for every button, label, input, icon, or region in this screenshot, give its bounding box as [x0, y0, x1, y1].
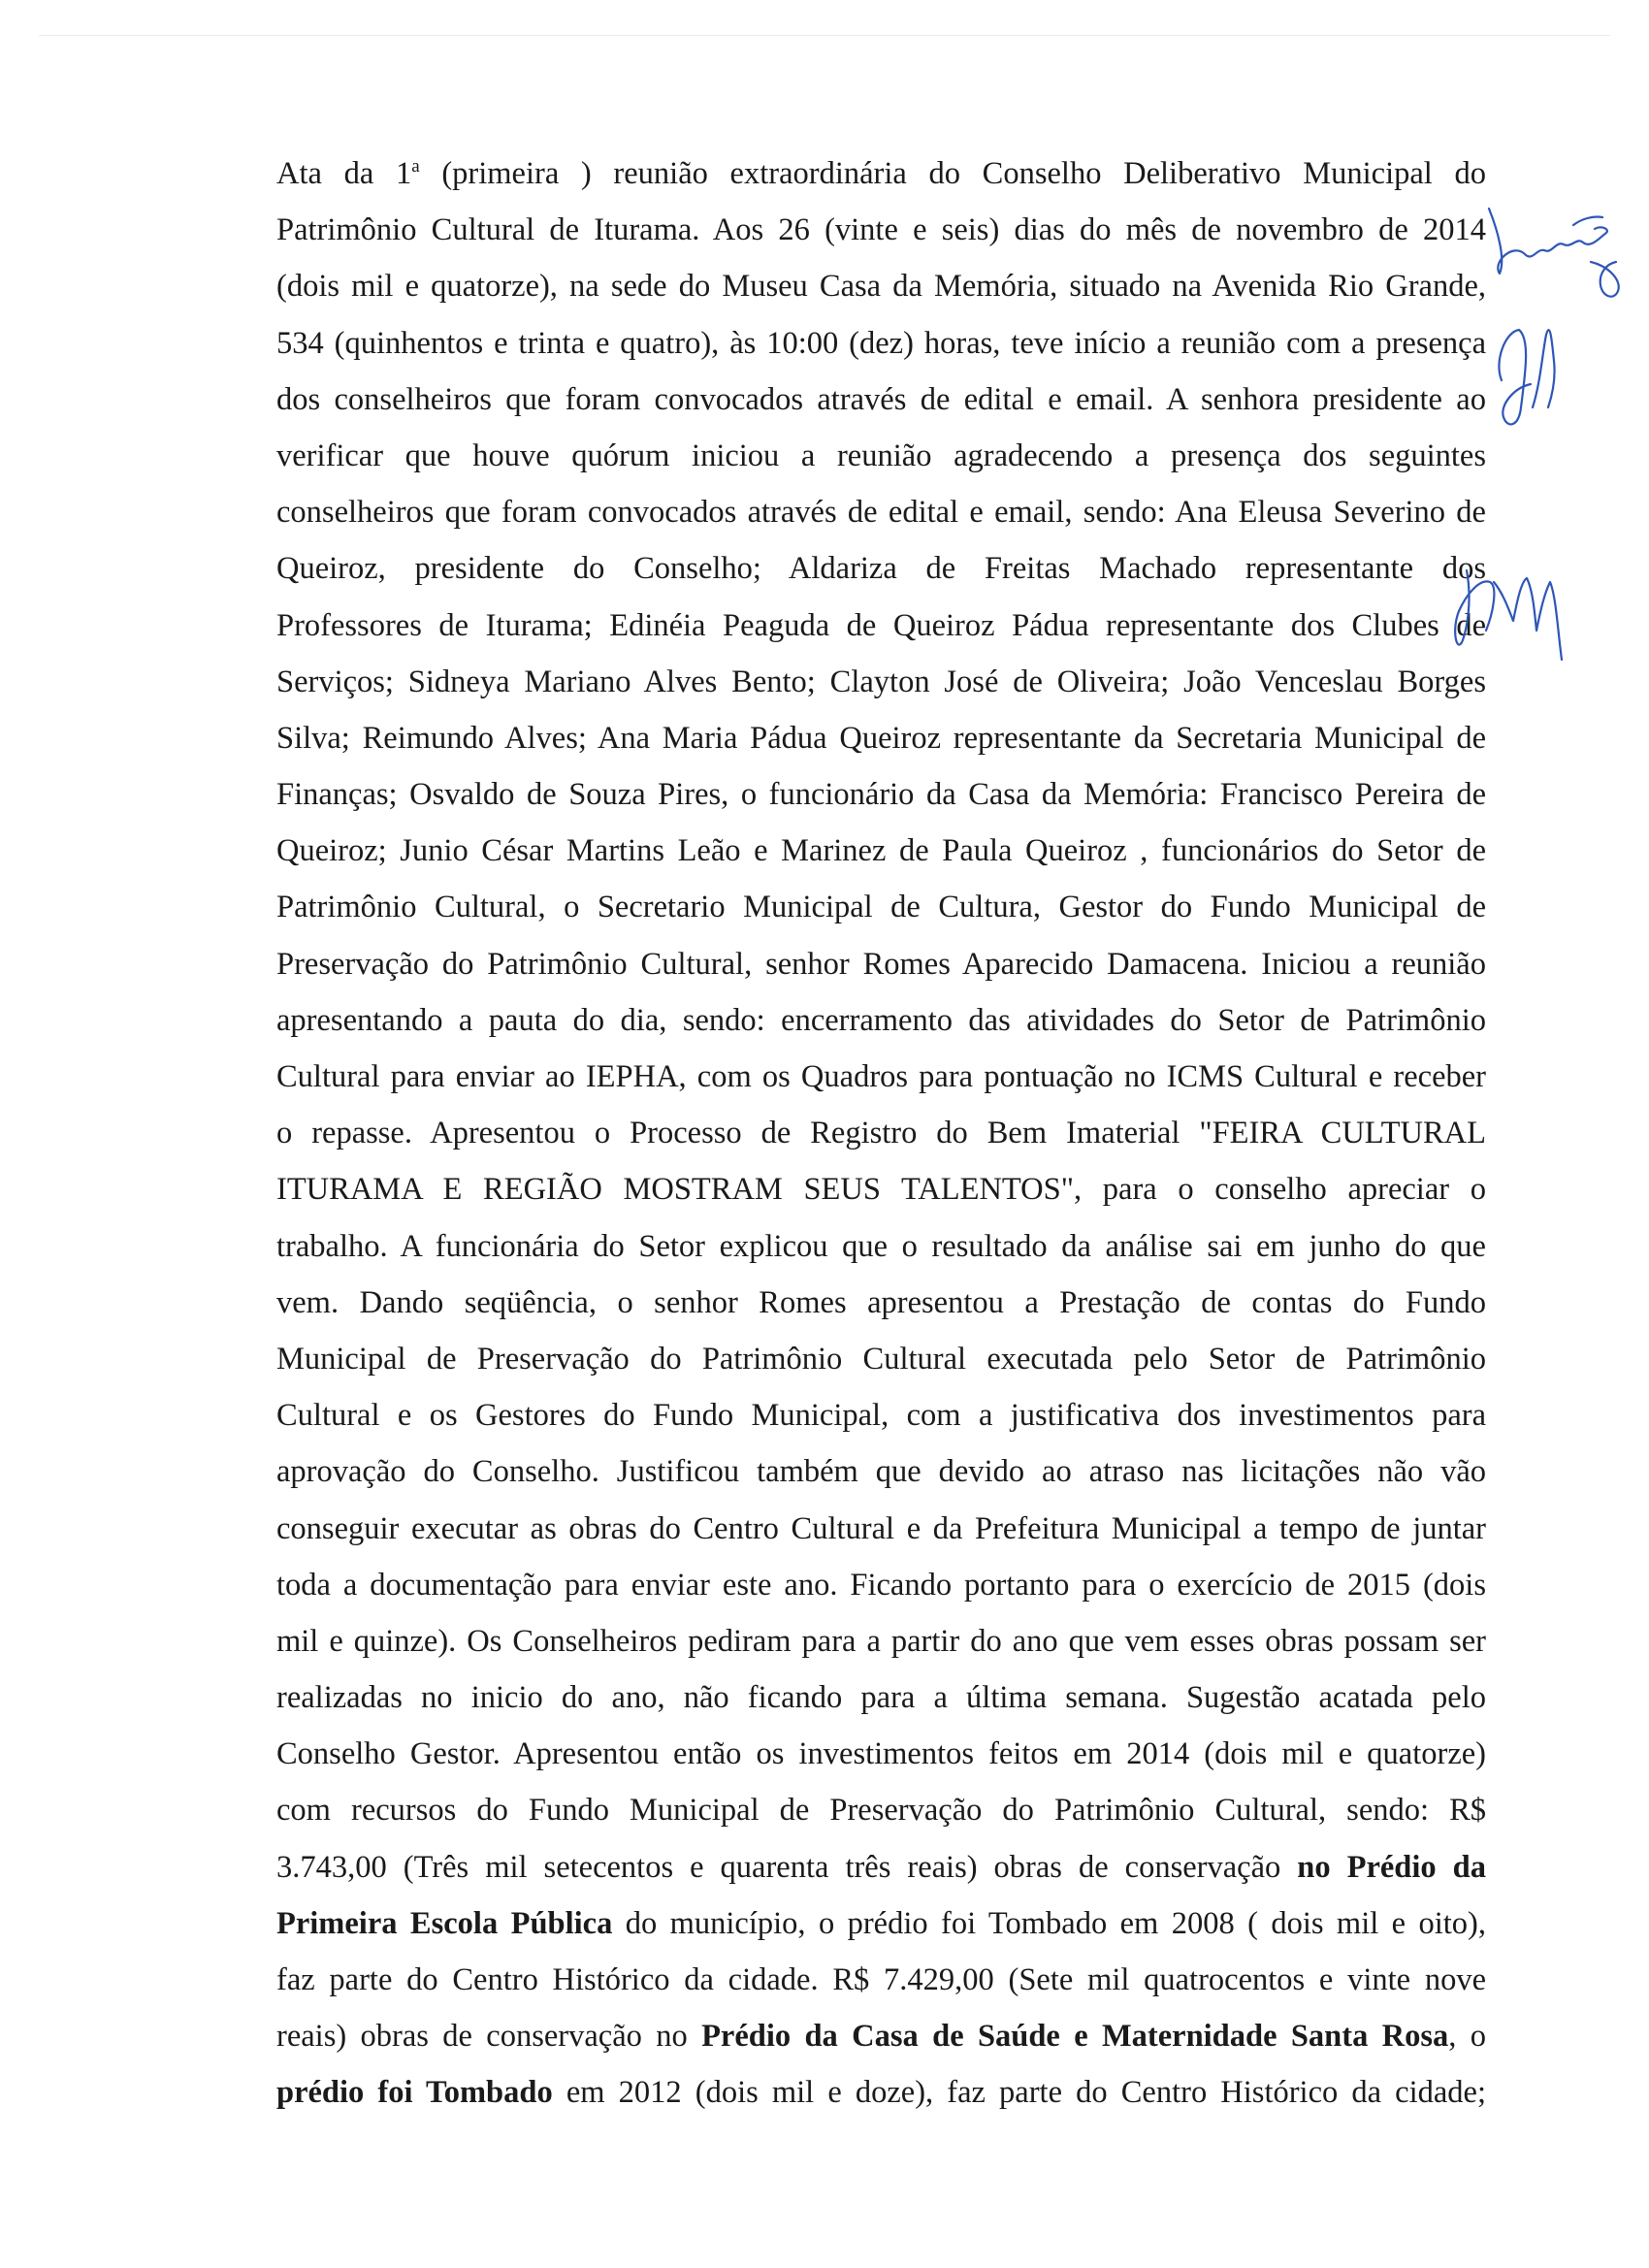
text-segment: 3.743,00 (Três mil setecentos e quarenta três reais) obras de conservação [276, 1849, 1298, 1885]
meeting-minutes-text [276, 146, 1486, 2122]
text-line [276, 2064, 1486, 2121]
text-line [276, 1895, 1486, 1952]
text-segment: Finanças; Osvaldo de Souza Pires, o funcionário da Casa da Memória: Francisco Pereira de [276, 777, 1486, 813]
text-line [276, 315, 1486, 372]
signature-initials-1 [1489, 209, 1619, 297]
text-line [276, 1613, 1486, 1669]
signature-stroke [1499, 330, 1531, 424]
page-edge [39, 35, 1610, 36]
text-segment: aprovação do Conselho. Justificou também que devido ao atraso nas licitações não vão [276, 1454, 1486, 1490]
bold-text: Prédio da Casa de Saúde e Maternidade Santa Rosa [701, 2019, 1449, 2055]
bold-text: prédio foi Tombado [276, 2075, 553, 2111]
text-line [276, 372, 1486, 428]
text-line [276, 710, 1486, 766]
text-line [276, 540, 1486, 597]
text-line [276, 1782, 1486, 1838]
text-segment: conselheiros que foram convocados através de edital e email, sendo: Ana Eleusa Severino de [276, 495, 1486, 531]
text-line [276, 1331, 1486, 1387]
text-line [276, 202, 1486, 258]
bold-text: Primeira Escola Pública [276, 1905, 613, 1941]
text-line [276, 879, 1486, 935]
text-line [276, 428, 1486, 484]
text-segment: Professores de Iturama; Edinéia Peaguda de Queiroz Pádua representante dos Clubes de [276, 607, 1486, 643]
text-line [276, 654, 1486, 710]
text-line [276, 1161, 1486, 1217]
text-line [276, 1726, 1486, 1782]
text-segment: do município, o prédio foi Tombado em 2008 ( dois mil e oito), [612, 1905, 1486, 1941]
text-segment: faz parte do Centro Histórico da cidade. R$ 7.429,00 (Sete mil quatrocentos e vinte nove [276, 1962, 1486, 1997]
text-line [276, 766, 1486, 823]
text-segment: 534 (quinhentos e trinta e quatro), às 10:00 (dez) horas, teve início a reunião com a presença [276, 325, 1486, 361]
text-line [276, 146, 1486, 202]
text-line [276, 1669, 1486, 1726]
text-segment: conseguir executar as obras do Centro Cultural e da Prefeitura Municipal a tempo de juntar [276, 1510, 1486, 1546]
text-line [276, 1501, 1486, 1557]
text-segment: Cultural para enviar ao IEPHA, com os Quadros para pontuação no ICMS Cultural e receber [276, 1059, 1486, 1094]
text-segment: o repasse. Apresentou o Processo de Registro do Bem Imaterial "FEIRA CULTURAL [276, 1116, 1486, 1151]
text-segment: Serviços; Sidneya Mariano Alves Bento; Clayton José de Oliveira; João Venceslau Borges [276, 664, 1486, 699]
superscript-text: a [411, 156, 420, 178]
text-segment: vem. Dando seqüência, o senhor Romes apresentou a Prestação de contas do Fundo [276, 1284, 1486, 1320]
text-segment: verificar que houve quórum iniciou a reunião agradecendo a presença dos seguintes [276, 437, 1486, 473]
text-line [276, 1443, 1486, 1500]
text-line [276, 258, 1486, 314]
text-line [276, 1557, 1486, 1613]
text-segment: Silva; Reimundo Alves; Ana Maria Pádua Queiroz representante da Secretaria Municipal de [276, 720, 1486, 756]
text-segment: Ata da 1 [276, 156, 412, 191]
text-line [276, 2008, 1486, 2064]
text-segment: em 2012 (dois mil e doze), faz parte do Centro Histórico da cidade; [552, 2075, 1487, 2111]
text-line [276, 1387, 1486, 1443]
text-segment: trabalho. A funcionária do Setor explicou que o resultado da análise sai em junho do que [276, 1228, 1486, 1264]
signature-stroke [1573, 216, 1602, 225]
text-segment: reais) obras de conservação no [276, 2019, 702, 2055]
text-segment: Queiroz, presidente do Conselho; Aldariza de Freitas Machado representante dos [276, 551, 1486, 587]
text-segment: , o [1448, 2019, 1487, 2055]
text-segment: Cultural e os Gestores do Fundo Municipal, com a justificativa dos investimentos para [276, 1398, 1486, 1434]
text-segment: toda a documentação para enviar este ano. Ficando portanto para o exercício de 2015 (dois [276, 1567, 1486, 1603]
text-segment: Conselho Gestor. Apresentou então os investimentos feitos em 2014 (dois mil e quatorze) [276, 1736, 1486, 1772]
text-line [276, 1049, 1486, 1105]
text-line [276, 1275, 1486, 1331]
text-segment: mil e quinze). Os Conselheiros pediram para a partir do ano que vem esses obras possam ser [276, 1623, 1486, 1659]
text-segment: ITURAMA E REGIÃO MOSTRAM SEUS TALENTOS", para o conselho apreciar o [276, 1172, 1486, 1208]
text-line [276, 1952, 1486, 2008]
text-line [276, 1839, 1486, 1895]
text-segment: realizadas no inicio do ano, não ficando para a última semana. Sugestão acatada pelo [276, 1680, 1486, 1716]
text-line [276, 484, 1486, 540]
signature-initials-2 [1499, 330, 1554, 424]
text-segment: Municipal de Preservação do Patrimônio Cultural executada pelo Setor de Patrimônio [276, 1341, 1486, 1377]
signature-stroke [1591, 262, 1619, 297]
text-line [276, 992, 1486, 1049]
text-line [276, 598, 1486, 654]
text-line [276, 936, 1486, 992]
text-segment: Patrimônio Cultural, o Secretario Municipal de Cultura, Gestor do Fundo Municipal de [276, 890, 1486, 925]
text-segment: Queiroz; Junio César Martins Leão e Marinez de Paula Queiroz , funcionários do Setor de [276, 833, 1486, 869]
bold-text: no Prédio da [1297, 1849, 1486, 1885]
text-line [276, 1218, 1486, 1275]
text-segment: apresentando a pauta do dia, sendo: encerramento das atividades do Setor de Patrimônio [276, 1002, 1486, 1038]
text-segment: (dois mil e quatorze), na sede do Museu Casa da Memória, situado na Avenida Rio Grande, [276, 269, 1486, 305]
text-segment: com recursos do Fundo Municipal de Preservação do Patrimônio Cultural, sendo: R$ [276, 1793, 1486, 1829]
signature-stroke [1494, 578, 1562, 660]
text-line [276, 1105, 1486, 1161]
text-segment: (primeira ) reunião extraordinária do Conselho Deliberativo Municipal do [419, 156, 1486, 191]
signature-stroke [1489, 209, 1607, 274]
text-line [276, 823, 1486, 879]
text-segment: Patrimônio Cultural de Iturama. Aos 26 (vinte e seis) dias do mês de novembro de 2014 [276, 212, 1486, 248]
text-segment: Preservação do Patrimônio Cultural, senhor Romes Aparecido Damacena. Iniciou a reunião [276, 946, 1486, 982]
signature-stroke [1533, 330, 1555, 407]
text-segment: dos conselheiros que foram convocados através de edital e email. A senhora presidente ao [276, 381, 1486, 417]
